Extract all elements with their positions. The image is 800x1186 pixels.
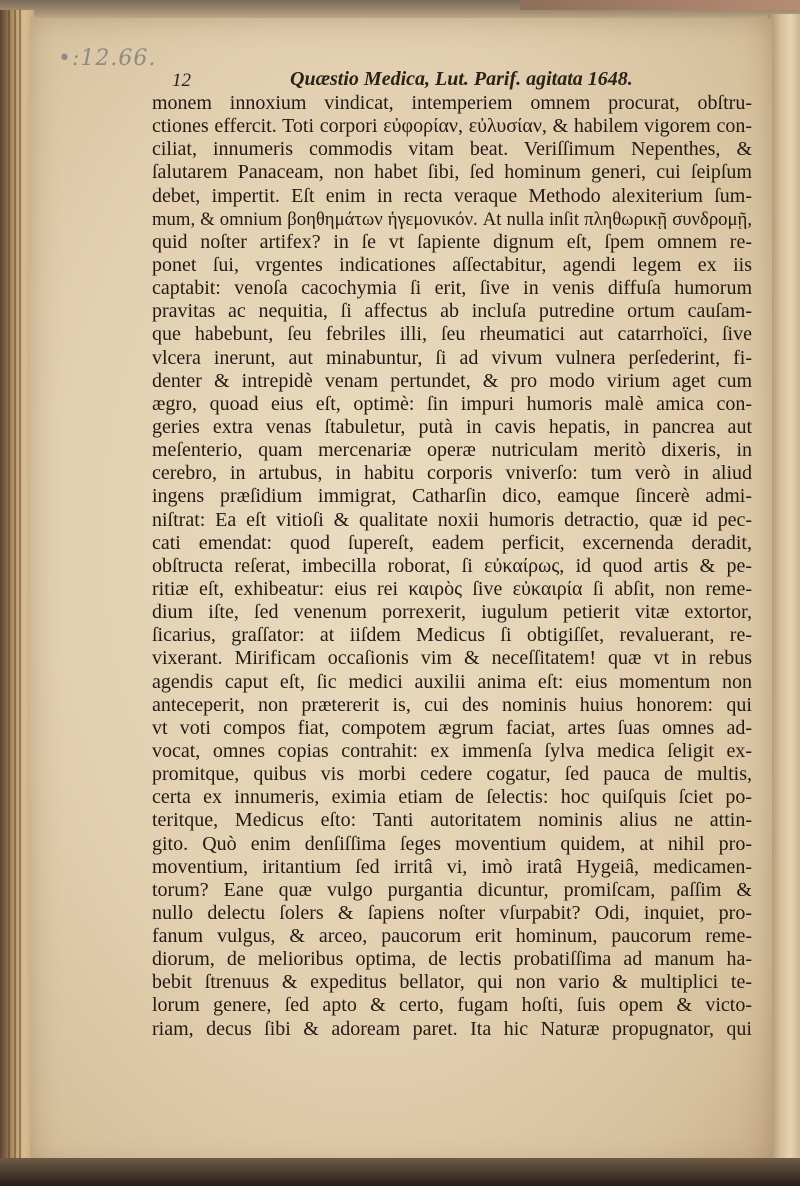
text-line: anteceperit, non prætererit is, cui des nominis huius honorem: qui xyxy=(152,693,752,716)
text-line: vlcera inerunt, aut minabuntur, ſi ad vivum vulnera perſederint, fi- xyxy=(152,346,752,369)
text-line: cerebro, in artubus, in habitu corporis vniverſo: tum verò in aliud xyxy=(152,462,752,485)
text-line: torum? Eane quæ vulgo purgantia dicuntur, promiſcam, paſſim & xyxy=(152,878,752,901)
text-line: ciliat, innumeris commodis vitam beat. Veriſſimum Nepenthes, & xyxy=(152,138,752,161)
text-line: que habebunt, ſeu febriles illi, ſeu rheumatici aut catarrhoïci, ſive xyxy=(152,323,752,346)
text-line: quid noſter artifex? in ſe vt ſapiente dignum eſt, ſpem omnem re- xyxy=(152,230,752,253)
text-line: nullo delectu ſolers & ſapiens noſter vſurpabit? Odi, inquiet, pro- xyxy=(152,901,752,924)
text-line: cati emendat: quod ſupereſt, eadem perficit, excernenda deradit, xyxy=(152,531,752,554)
text-line: fanum vulgus, & arceo, paucorum erit hominum, paucorum reme- xyxy=(152,925,752,948)
text-line: ritiæ eſt, exhibeatur: eius rei καιρὸς ſive εὐκαιρία ſi abſit, non reme- xyxy=(152,577,752,600)
text-line: vixerant. Mirificam occaſionis vim & neceſſitatem! quæ vt in rebus xyxy=(152,647,752,670)
bottom-page-edge xyxy=(0,1158,800,1186)
page-number: 12 xyxy=(172,70,191,91)
text-line: ponet ſui, vrgentes indicationes aſſectabitur, agendi legem ex iis xyxy=(152,253,752,276)
text-line: ægro, quoad eius eſt, optimè: ſin impuri humoris malè amica con- xyxy=(152,392,752,415)
text-line: gito. Quò enim denſiſſima ſeges moventium quidem, at nihil pro- xyxy=(152,832,752,855)
text-line: mum, & omnium βοηθημάτων ἡγεμονικόν. At nulla inſit πληθωρικῇ συνδρομῇ, xyxy=(152,208,752,230)
text-line: pravitas ac nequitia, ſi affectus ab incluſa putredine ortum cauſam- xyxy=(152,300,752,323)
text-line: riam, decus ſibi & adoream paret. Ita hic Naturæ propugnator, qui xyxy=(152,1017,752,1040)
body-text xyxy=(152,92,752,1041)
text-line: niſtrat: Ea eſt vitioſi & qualitate noxii humoris detractio, quæ id pec- xyxy=(152,508,752,531)
text-line: meſenterio, quam mercenariæ operæ nutriculam meritò dixeris, in xyxy=(152,439,752,462)
gutter-line xyxy=(8,10,10,1186)
right-page-edge xyxy=(768,14,800,1186)
text-line: debet, impertit. Eſt enim in recta veraque Methodo alexiterium ſum- xyxy=(152,184,752,207)
text-line: dium iſte, ſed venenum porrexerit, iugulum petierit vitæ extortor, xyxy=(152,601,752,624)
text-line: captabit: venoſa cacochymia ſi erit, ſive in venis diffuſa humorum xyxy=(152,277,752,300)
gutter-line xyxy=(14,10,16,1186)
text-line: diorum, de melioribus optima, de lectis probatiſſima ad manum ha- xyxy=(152,948,752,971)
gutter-line xyxy=(19,10,21,1186)
text-line: lorum genere, ſed apto & certo, fugam hoſti, ſuis opem & victo- xyxy=(152,994,752,1017)
text-line: promitque, quibus vis morbi cedere cogatur, ſed pauca de multis, xyxy=(152,763,752,786)
top-edge-stripe xyxy=(520,0,800,10)
text-line: agendis caput eſt, ſic medici auxilii anima eſt: eius momentum non xyxy=(152,670,752,693)
text-line: geries extra venas ſtabuletur, putà in cavis hepatis, in pancrea aut xyxy=(152,415,752,438)
text-line: monem innoxium vindicat, intemperiem omnem procurat, obſtru- xyxy=(152,92,752,114)
text-line: certa ex innumeris, eximia etiam de ſelectis: hoc quiſquis ſciet po- xyxy=(152,786,752,809)
text-line: teritque, Medicus eſto: Tanti autoritatem nominis alius ne attin- xyxy=(152,809,752,832)
text-line: denter & intrepidè venam pertundet, & pro modo virium aget cum xyxy=(152,369,752,392)
text-line: vt voti compos fiat, compotem ægrum faciat, artes ſuas omnes ad- xyxy=(152,716,752,739)
text-line: bebit ſtrenuus & expeditus bellator, qui non vario & multiplici te- xyxy=(152,971,752,994)
left-binding-gutter xyxy=(0,10,34,1186)
text-line: ſicarius, graſſator: at iiſdem Medicus ſi obtigiſſet, revaluerant, re- xyxy=(152,624,752,647)
pencil-annotation: •:12.66. xyxy=(58,46,157,71)
text-line: vocat, omnes copias contrahit: ex immenſa ſylva medica ſeligit ex- xyxy=(152,739,752,762)
running-title: Quæstio Medica, Lut. Parif. agitata 1648. xyxy=(290,68,633,90)
text-line: obſtructa reſerat, imbecilla roborat, ſi εὐκαίρως, id quod artis & pe- xyxy=(152,554,752,577)
text-line: ingens præſidium immigrat, Catharſin dico, eamque ſincerè admi- xyxy=(152,485,752,508)
text-line: moventium, iritantium ſed irritâ vi, imò iratâ Hygeiâ, medicamen- xyxy=(152,855,752,878)
text-line: ctiones effercit. Toti corpori εὐφορίαν, εὐλυσίαν, & habilem vigorem con- xyxy=(152,115,752,138)
text-line: ſalutarem Panaceam, non habet ſibi, ſed hominum generi, cui ſeipſum xyxy=(152,161,752,184)
